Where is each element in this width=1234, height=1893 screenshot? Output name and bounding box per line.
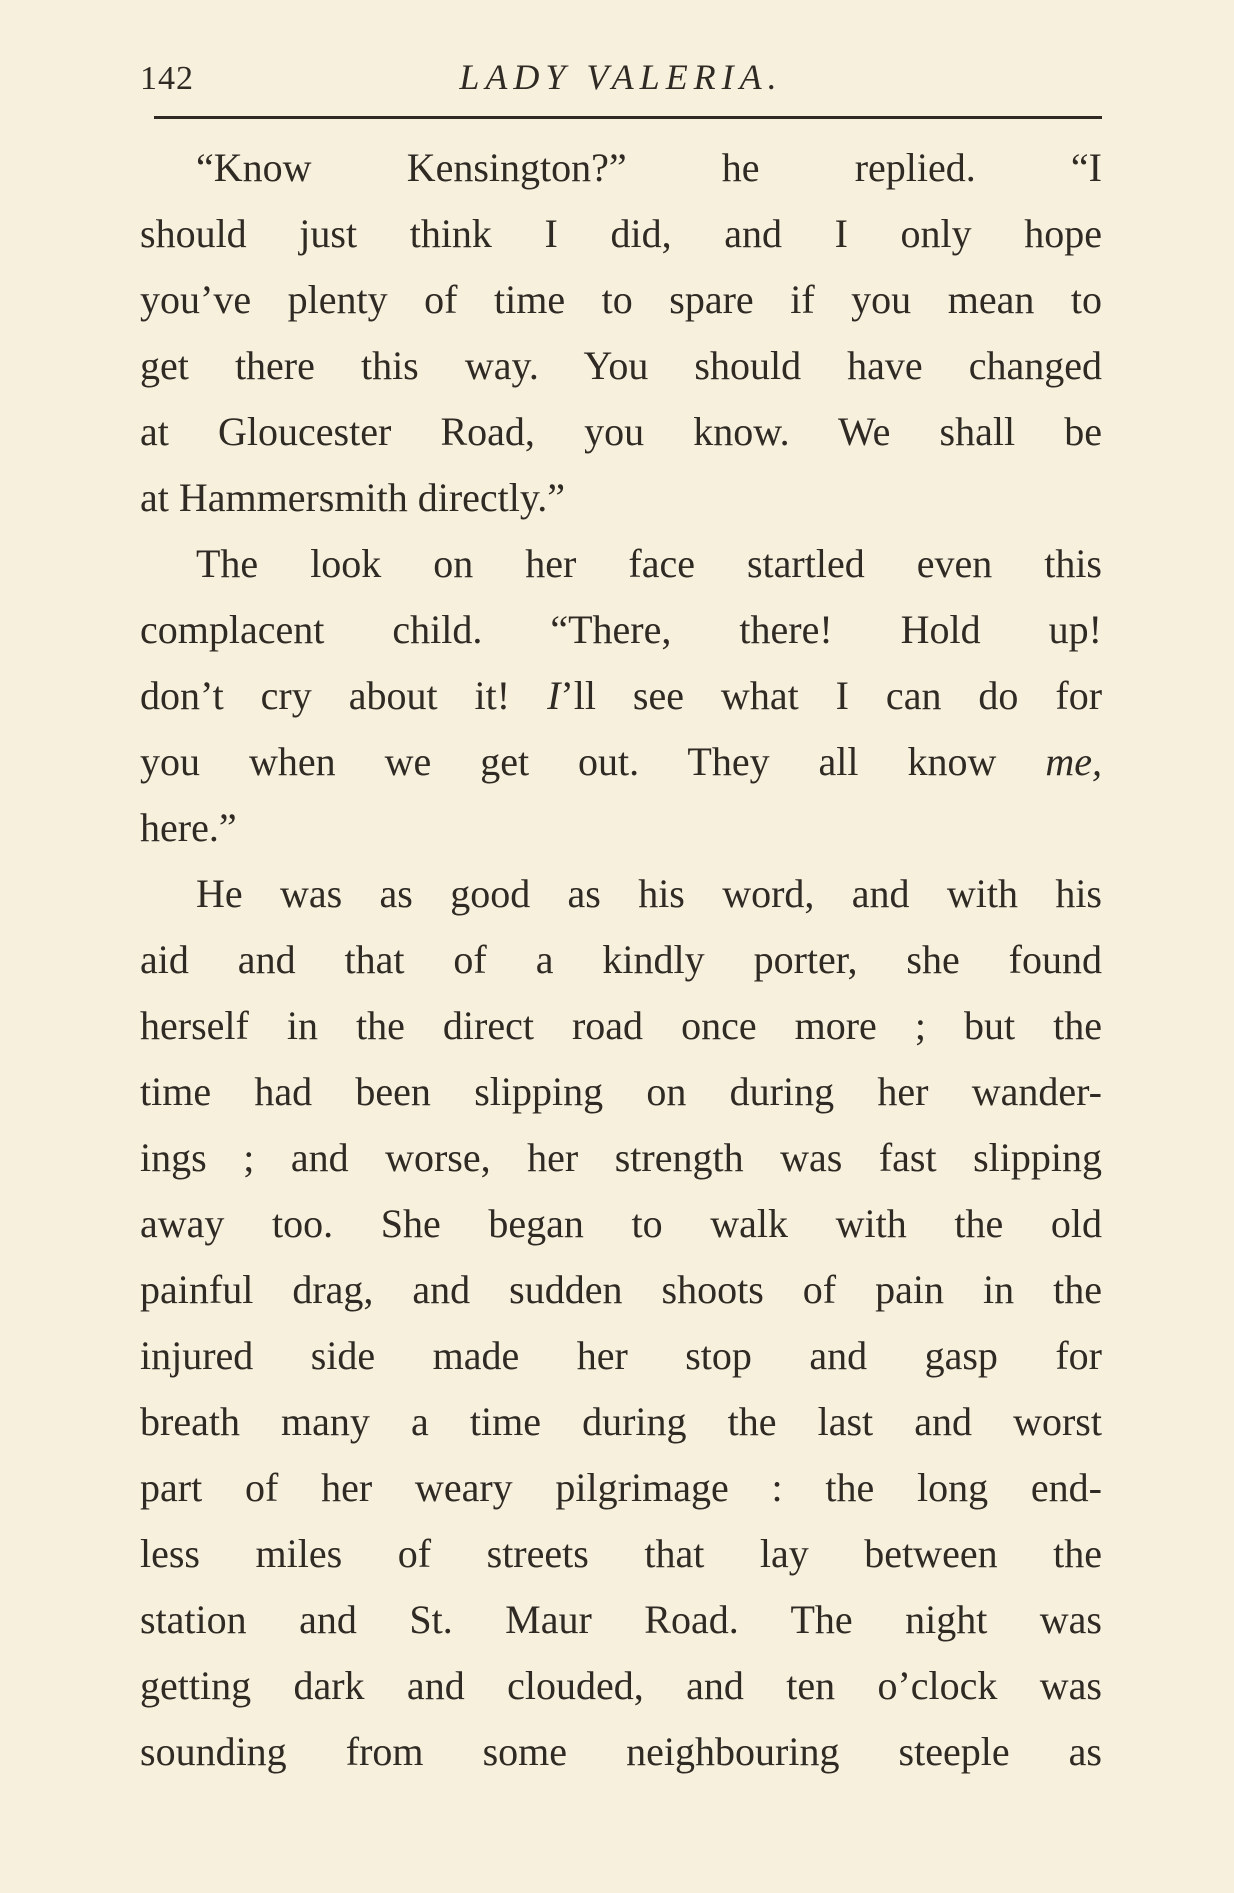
text-line: injured side made her stop and gasp for: [140, 1333, 1102, 1378]
text-line: station and St. Maur Road. The night was: [140, 1597, 1102, 1642]
text-line: away too. She began to walk with the old: [140, 1201, 1102, 1246]
text-line: He was as good as his word, and with his: [196, 871, 1102, 916]
text-line: less miles of streets that lay between the: [140, 1531, 1102, 1576]
text-line: here.”: [140, 805, 237, 850]
header-rule: [154, 116, 1102, 119]
page-header: [140, 56, 1102, 106]
italic-word: me,: [1045, 739, 1102, 784]
line-text: you when we get out. They all know: [140, 739, 1046, 784]
text-line: you’ve plenty of time to spare if you mean to: [140, 277, 1102, 322]
text-line: complacent child. “There, there! Hold up!: [140, 607, 1102, 652]
text-line: painful drag, and sudden shoots of pain in the: [140, 1267, 1102, 1312]
text-line: should just think I did, and I only hope: [140, 211, 1102, 256]
text-line-with-italic: [140, 663, 1102, 729]
line-text: don’t cry about it!: [140, 673, 548, 718]
text-line: time had been slipping on during her wander-: [140, 1069, 1102, 1114]
text-line: at Hammersmith directly.”: [140, 475, 566, 520]
line-text: ’ll see what I can do for: [560, 673, 1103, 718]
text-line: The look on her face startled even this: [196, 541, 1102, 586]
text-line: getting dark and clouded, and ten o’clock was: [140, 1663, 1102, 1708]
page-number: 142: [140, 60, 194, 97]
body-text: [140, 135, 1102, 1785]
italic-word: I: [547, 673, 561, 718]
text-line: sounding from some neighbouring steeple as: [140, 1729, 1102, 1774]
text-line: get there this way. You should have changed: [140, 343, 1102, 388]
text-line: part of her weary pilgrimage : the long end-: [140, 1465, 1102, 1510]
text-line: at Gloucester Road, you know. We shall be: [140, 409, 1102, 454]
text-line: herself in the direct road once more ; but the: [140, 1003, 1102, 1048]
text-line: ings ; and worse, her strength was fast slipping: [140, 1135, 1102, 1180]
text-line: breath many a time during the last and worst: [140, 1399, 1102, 1444]
running-head: LADY VALERIA.: [459, 57, 783, 97]
text-line: “Know Kensington?” he replied. “I: [196, 145, 1102, 190]
text-line-with-italic: [140, 729, 1102, 795]
text-line: aid and that of a kindly porter, she found: [140, 937, 1102, 982]
